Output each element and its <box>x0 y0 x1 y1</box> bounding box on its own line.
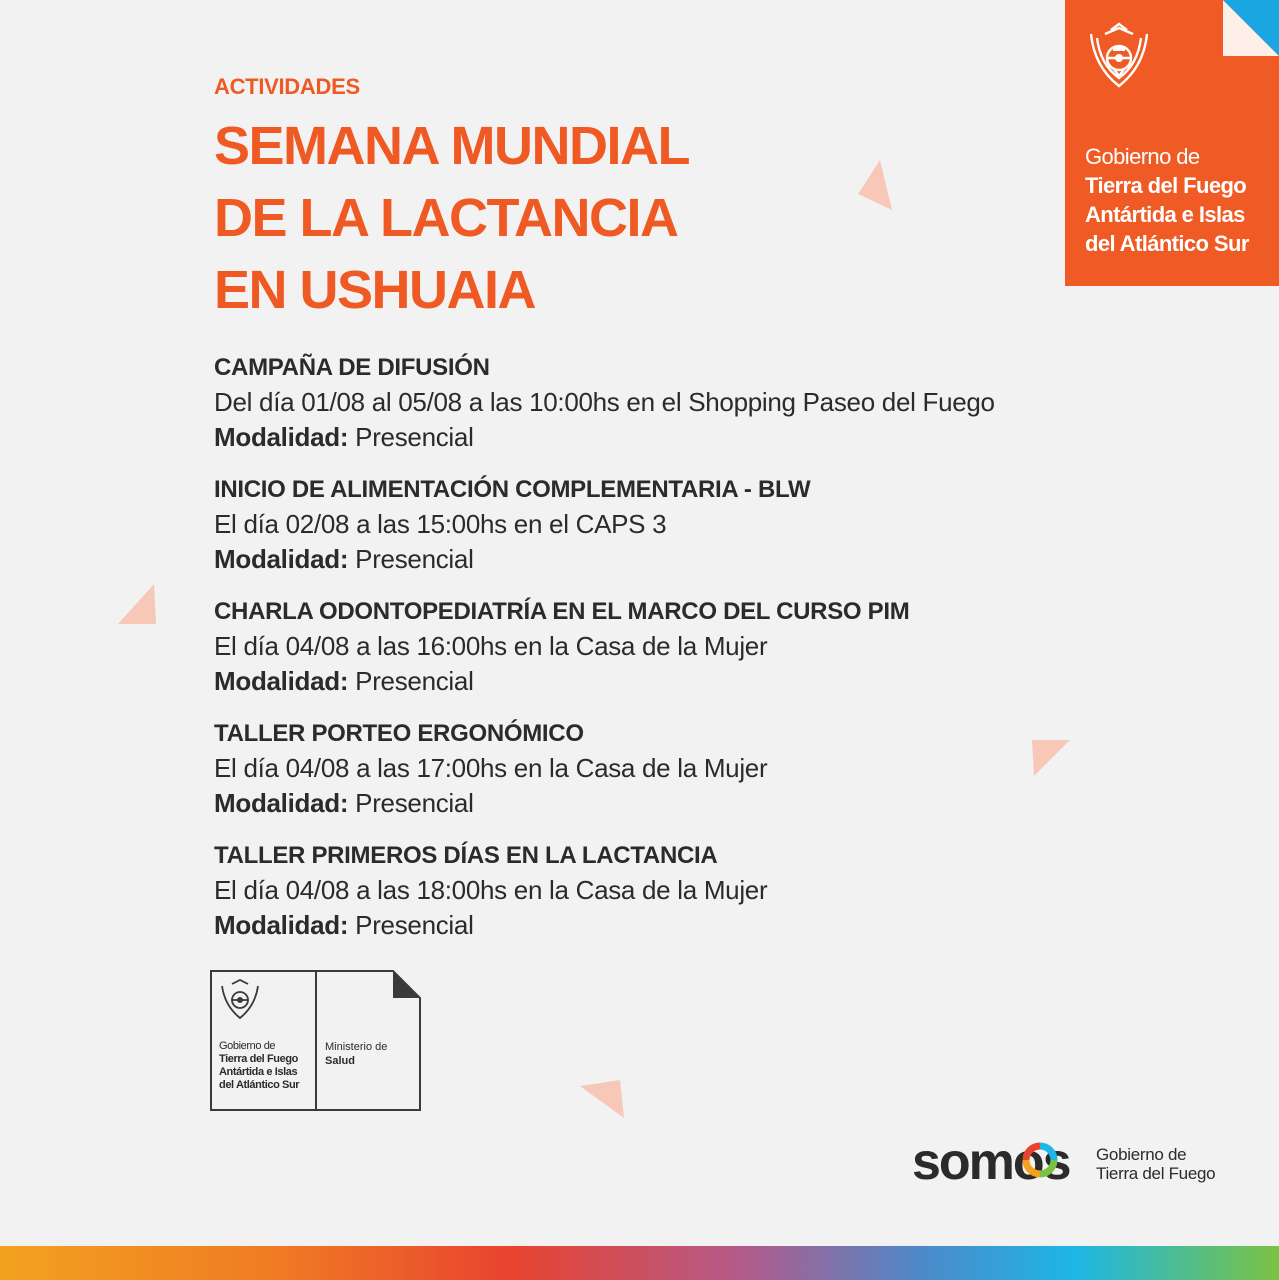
title-line: SEMANA MUNDIAL <box>214 116 689 176</box>
ministry-name-line: Salud <box>325 1055 355 1067</box>
activity-item <box>214 716 1114 821</box>
crest-icon <box>1083 20 1155 92</box>
ministry-logo <box>210 970 422 1117</box>
mode-value: Presencial <box>355 544 474 574</box>
somos-wordmark: somos <box>912 1133 1070 1191</box>
mode-value: Presencial <box>355 788 474 818</box>
title-line: DE LA LACTANCIA <box>214 188 678 248</box>
activity-detail: El día 04/08 a las 18:00hs en la Casa de la Mujer <box>214 875 768 905</box>
mode-value: Presencial <box>355 422 474 452</box>
gov-name-line: Gobierno de <box>219 1040 276 1052</box>
mode-value: Presencial <box>355 666 474 696</box>
activity-item <box>214 594 1114 699</box>
decorative-triangle <box>118 584 158 628</box>
gov-name-line: Gobierno de <box>1085 144 1200 169</box>
mode-label: Modalidad: <box>214 666 349 696</box>
activity-name: TALLER PRIMEROS DÍAS EN LA LACTANCIA <box>214 842 718 869</box>
decorative-triangle <box>858 160 894 212</box>
activity-mode <box>214 664 1114 699</box>
activity-detail: El día 04/08 a las 17:00hs en la Casa de la Mujer <box>214 753 768 783</box>
activity-name: TALLER PORTEO ERGONÓMICO <box>214 720 584 747</box>
section-kicker: ACTIVIDADES <box>214 74 360 99</box>
mode-label: Modalidad: <box>214 422 349 452</box>
somos-subtitle-line: Tierra del Fuego <box>1096 1164 1216 1183</box>
crest-icon <box>218 978 262 1022</box>
ministry-name-line: Ministerio de <box>325 1041 388 1053</box>
gov-name-line: Antártida e Islas <box>219 1066 298 1078</box>
ministry-name <box>325 1040 387 1068</box>
activity-mode <box>214 420 1114 455</box>
government-logo-badge <box>1065 0 1279 286</box>
activity-detail: Del día 01/08 al 05/08 a las 10:00hs en el Shopping Paseo del Fuego <box>214 387 995 417</box>
gov-name-line: del Atlántico Sur <box>219 1079 300 1091</box>
gov-name-line: del Atlántico Sur <box>1085 231 1249 256</box>
mode-label: Modalidad: <box>214 544 349 574</box>
activity-name: CHARLA ODONTOPEDIATRÍA EN EL MARCO DEL CURSO PIM <box>214 598 910 625</box>
activity-name: CAMPAÑA DE DIFUSIÓN <box>214 354 490 381</box>
color-ring-icon <box>1022 1142 1058 1178</box>
gov-name-line: Tierra del Fuego <box>219 1053 298 1065</box>
title-line: EN USHUAIA <box>214 260 536 320</box>
activity-item <box>214 838 1114 943</box>
gov-name-line: Antártida e Islas <box>1085 202 1245 227</box>
activity-name: INICIO DE ALIMENTACIÓN COMPLEMENTARIA - BLW <box>214 476 811 503</box>
activity-item <box>214 350 1114 455</box>
activity-mode <box>214 786 1114 821</box>
somos-subtitle-line: Gobierno de <box>1096 1145 1187 1164</box>
activity-detail: El día 04/08 a las 16:00hs en la Casa de la Mujer <box>214 631 768 661</box>
activity-item <box>214 472 1114 577</box>
ministry-gov-name <box>219 1040 299 1092</box>
decorative-triangle <box>580 1080 626 1120</box>
activity-mode <box>214 908 1114 943</box>
page-fold-corner <box>1223 0 1279 56</box>
activity-list <box>214 350 1114 960</box>
activity-mode <box>214 542 1114 577</box>
somos-subtitle <box>1096 1145 1215 1183</box>
mode-value: Presencial <box>355 910 474 940</box>
page-title <box>214 110 689 326</box>
mode-label: Modalidad: <box>214 788 349 818</box>
mode-label: Modalidad: <box>214 910 349 940</box>
rainbow-footer-bar <box>0 1246 1279 1280</box>
government-name <box>1085 142 1249 258</box>
gov-name-line: Tierra del Fuego <box>1085 173 1247 198</box>
activity-detail: El día 02/08 a las 15:00hs en el CAPS 3 <box>214 509 667 539</box>
